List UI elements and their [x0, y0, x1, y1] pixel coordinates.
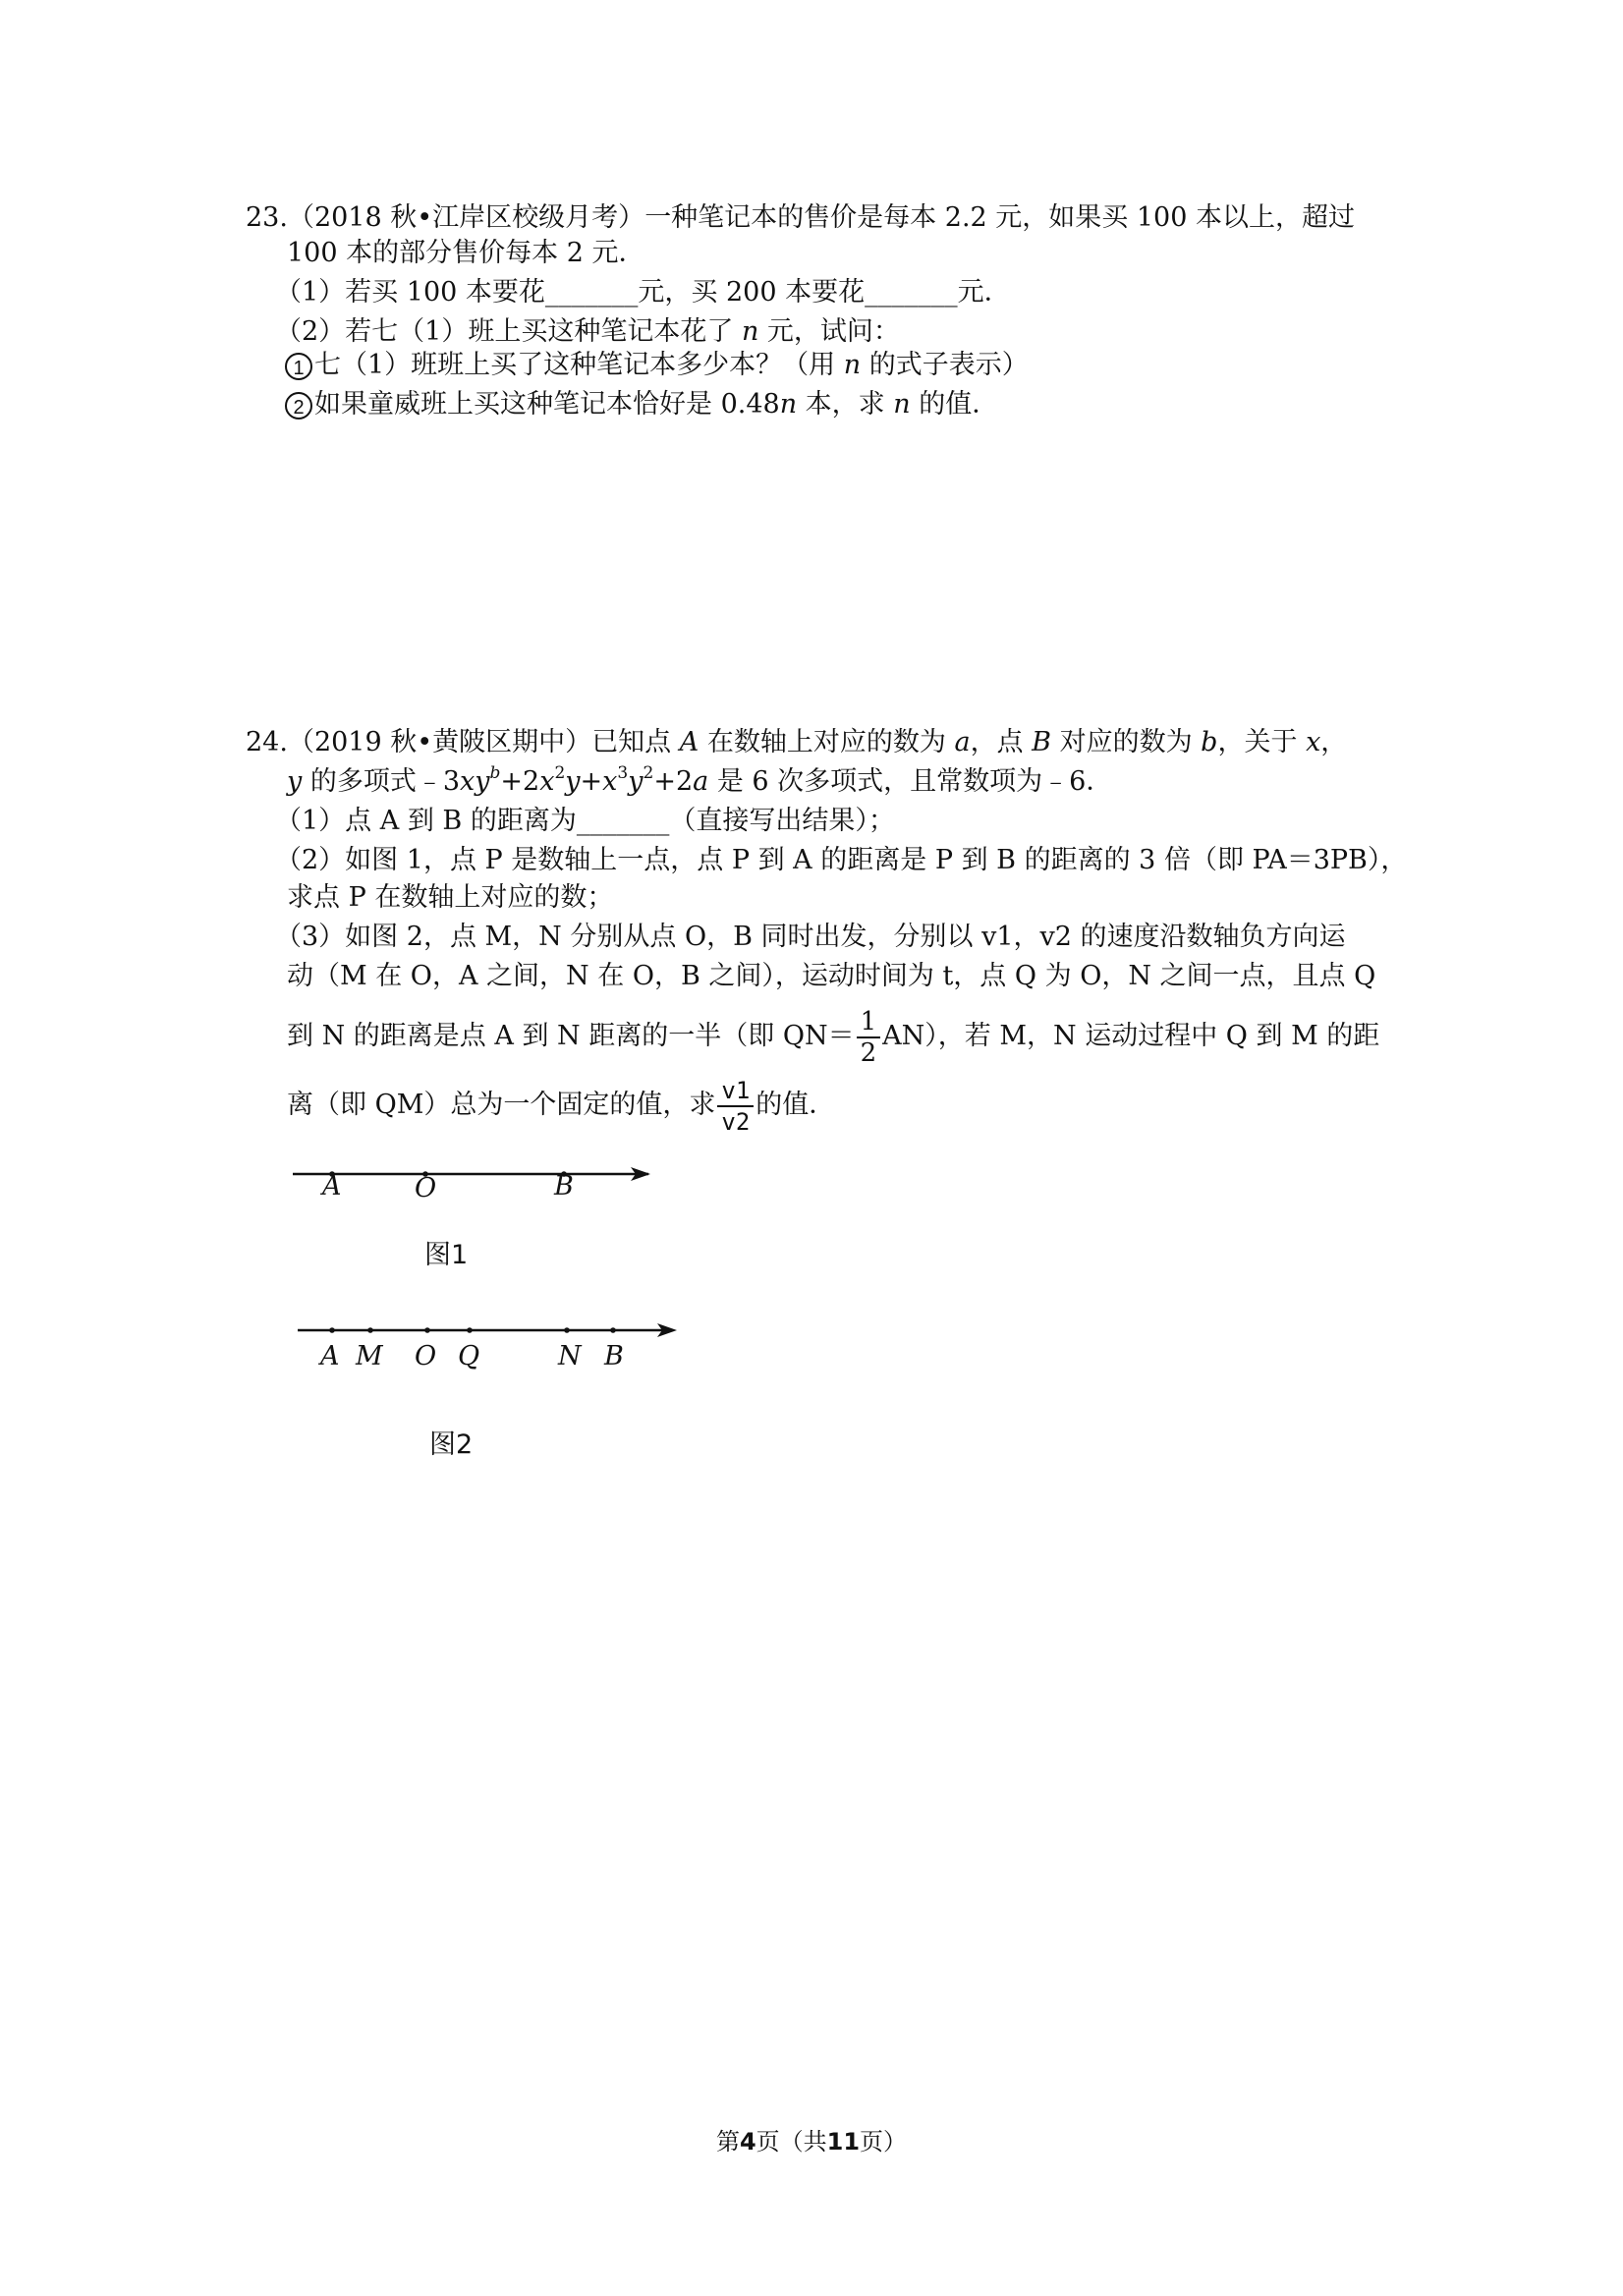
q23-sub1 [285, 348, 1029, 383]
q24-l2-var-y3: y [628, 766, 644, 797]
q23-number: 23. [246, 202, 288, 233]
q24-line-1 [246, 725, 1347, 760]
q24-l2-var-a: a [693, 766, 709, 797]
q24-part3-text-2: 动（M 在 O，A 之间，N 在 O，B 之间），运动时间为 t，点 Q 为 O，N 之间一点，且点 Q [287, 961, 1376, 991]
q24-l2-var-x2: x [539, 766, 555, 797]
q24-part3-text-3a: 到 N 的距离是点 A 到 N 距离的一半（即 QN＝ [287, 1021, 855, 1051]
q24-l2-text-a: 的多项式﹣3 [302, 766, 461, 797]
q24-part1-text: （1）点 A 到 B 的距离为_______（直接写出结果）； [275, 806, 895, 836]
q24-part2-line2 [287, 880, 613, 916]
figure-1-caption: 图1 [424, 1240, 469, 1270]
q23-stem-a: 一种笔记本的售价是每本 2.2 元，如果买 100 本以上，超过 [644, 202, 1355, 233]
q24-part2-text-2: 求点 P 在数轴上对应的数； [287, 882, 614, 913]
q24-l1-text-a: 已知点 [591, 727, 680, 757]
q24-l2-exp-4: 2 [643, 763, 654, 783]
q24-l2-text-d: +2 [653, 766, 694, 797]
q24-part3-line3 [287, 1002, 1379, 1071]
q24-l2-var-xy: xy [460, 766, 490, 797]
fig2-point-A: A [320, 1341, 340, 1372]
circled-number-2-icon: 2 [285, 392, 312, 420]
q23-sub2-pre: 如果童威班上买这种笔记本恰好是 0.48 [314, 389, 780, 420]
q23-sub1-var: n [843, 350, 862, 380]
q24-part3-line1 [275, 920, 1346, 955]
figure-1-number-line [285, 1159, 668, 1208]
q24-l1-text-f: ， [1320, 727, 1348, 757]
q24-l2-var-x3: x [602, 766, 618, 797]
footer-page-number: 4 [739, 2128, 756, 2156]
fraction-numerator: 1 [860, 1006, 877, 1036]
q23-source: （2018 秋•江岸区校级月考） [287, 202, 645, 233]
figure-2-number-line [290, 1315, 693, 1354]
q24-part3-text-1: （3）如图 2，点 M，N 分别从点 O，B 同时出发，分别以 v1，v2 的速度沿数轴负方向运 [275, 922, 1346, 952]
q24-part3-text-4b: 的值． [756, 1090, 836, 1120]
q23-sub2 [285, 387, 998, 422]
q24-l2-text-e: 是 6 次多项式，且常数项为﹣6． [708, 766, 1113, 797]
figure-2-caption: 图2 [429, 1429, 474, 1460]
fig2-point-B: B [604, 1341, 624, 1372]
fraction-v1: v1 [721, 1076, 751, 1104]
fraction-v1-over-v2 [717, 1076, 754, 1137]
fig1-point-A: A [322, 1171, 342, 1202]
q24-part2-line1 [275, 843, 1407, 878]
q23-sub2-mid: 本，求 [797, 389, 894, 420]
fraction-v2: v2 [721, 1107, 751, 1136]
page-footer [0, 2122, 1623, 2156]
q23-part2 [275, 314, 900, 350]
q23-sub1-post: 的式子表示） [861, 350, 1029, 380]
footer-post: 页） [860, 2128, 908, 2156]
footer-total-pages: 11 [826, 2128, 861, 2156]
q23-part1 [275, 275, 1011, 310]
q23-part2-var: n [741, 316, 759, 347]
fig2-point-O: O [415, 1341, 437, 1372]
fig1-point-O: O [415, 1173, 437, 1204]
q24-l2-exp-b: b [489, 763, 501, 783]
circled-number-1-icon: 1 [285, 353, 312, 380]
q23-part1-text: （1）若买 100 本要花_______元，买 200 本要花_______元． [275, 277, 1011, 308]
q24-l1-var-b: b [1201, 727, 1218, 757]
q24-l2-text-b: +2 [500, 766, 540, 797]
q24-l1-text-e: ，关于 [1217, 727, 1307, 757]
q24-part3-line2 [287, 959, 1375, 994]
q24-l1-var-x: x [1306, 727, 1321, 757]
footer-pre: 第 [715, 2128, 740, 2156]
q24-l1-var-a: a [954, 727, 971, 757]
q24-l1-var-B: B [1032, 727, 1051, 757]
q24-l1-text-c: ，点 [970, 727, 1033, 757]
fraction-denominator: 2 [860, 1037, 877, 1068]
q24-part2-text-1: （2）如图 1，点 P 是数轴上一点，点 P 到 A 的距离是 P 到 B 的距离的 3 倍（即 PA＝3PB）， [275, 845, 1408, 875]
q23-sub2-var: n [779, 389, 798, 420]
q23-sub2-var2: n [893, 389, 911, 420]
q24-line-2 [287, 764, 1112, 800]
footer-mid: 页（共 [756, 2128, 827, 2156]
q24-l2-exp-3: 3 [617, 763, 629, 783]
q23-sub1-pre: 七（1）班班上买了这种笔记本多少本？（用 [314, 350, 844, 380]
q24-l2-text-c: + [580, 766, 603, 797]
q24-source: （2019 秋•黄陂区期中） [287, 727, 592, 757]
fig2-point-Q: Q [458, 1341, 480, 1372]
fig2-point-N: N [558, 1341, 582, 1372]
fig1-point-B: B [554, 1171, 574, 1202]
q24-part3-line4 [287, 1071, 835, 1140]
q23-line-1 [246, 200, 1355, 236]
q23-part2-pre: （2）若七（1）班上买这种笔记本花了 [275, 316, 742, 347]
fraction-one-half [857, 1007, 881, 1068]
q24-part1 [275, 804, 895, 839]
q23-sub2-post: 的值． [910, 389, 999, 420]
q24-l1-text-d: 对应的数为 [1051, 727, 1202, 757]
fig2-point-M: M [356, 1341, 383, 1372]
q24-part3-text-3b: AN），若 M，N 运动过程中 Q 到 M 的距 [882, 1021, 1380, 1051]
q23-part2-post: 元，试问： [758, 316, 900, 347]
q24-l1-var-A: A [679, 727, 700, 757]
q24-l2-var-y2: y [565, 766, 581, 797]
q24-l2-exp-2: 2 [554, 763, 566, 783]
q24-l1-text-b: 在数轴上对应的数为 [699, 727, 955, 757]
q24-number: 24. [246, 727, 288, 757]
q23-stem-b: 100 本的部分售价每本 2 元． [287, 238, 645, 268]
q23-line-2 [287, 236, 644, 271]
q24-l2-var-y: y [287, 766, 303, 797]
q24-part3-text-4a: 离（即 QM）总为一个固定的值，求 [287, 1090, 716, 1120]
